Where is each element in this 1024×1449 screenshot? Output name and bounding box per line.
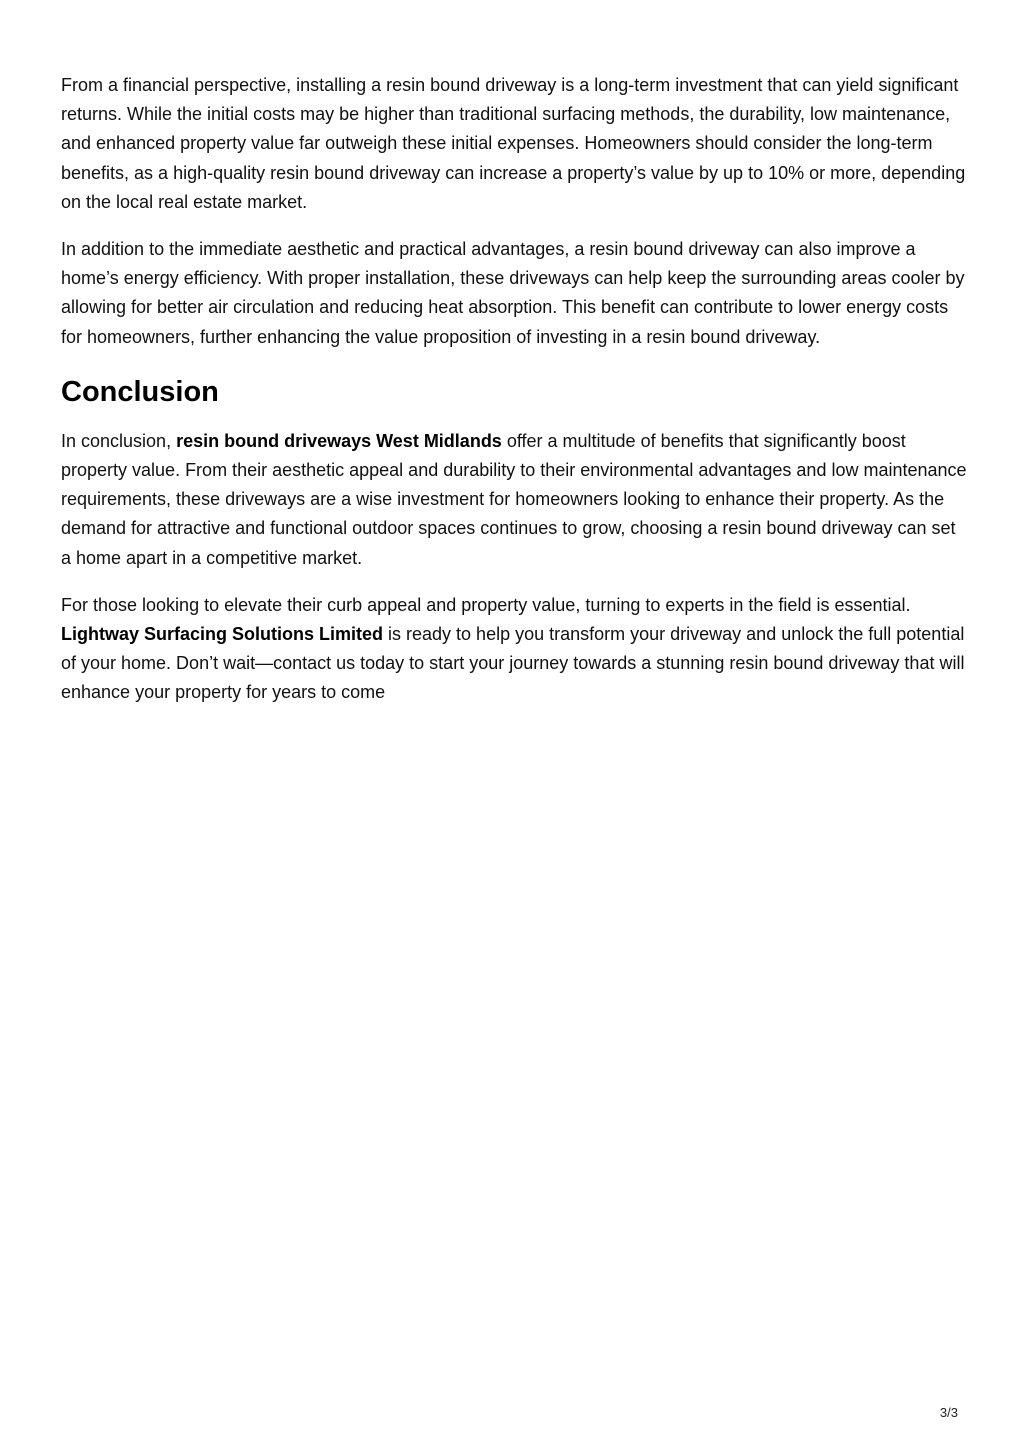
page-number: 3/3 xyxy=(939,1405,958,1420)
conclusion-p2-rest-text: is ready to help you transform your driveway and unlock the full potential of your home. Don’t wait—contact us today to start your journey towards a stunning resin bound driveway that will enhance your property for years to come xyxy=(61,624,965,703)
conclusion-p2-lead-text: For those looking to elevate their curb appeal and property value, turning to experts in the field is essential. xyxy=(61,594,911,615)
conclusion-paragraph-2 xyxy=(61,591,969,708)
conclusion-heading: Conclusion xyxy=(61,375,219,408)
document-body xyxy=(61,71,969,708)
energy-efficiency-paragraph: In addition to the immediate aesthetic and practical advantages, a resin bound driveway can also improve a home’s energy efficiency. With proper installation, these driveways can help keep the surrounding areas cooler by allowing for better air circulation and reducing heat absorption. This benefit can contribute to lower energy costs for homeowners, further enhancing the value proposition of investing in a resin bound driveway. xyxy=(61,239,965,347)
conclusion-p1-rest-text: offer a multitude of benefits that significantly boost property value. From their aesthetic appeal and durability to their environmental advantages and low maintenance requirements, these driveways are a wise investment for homeowners looking to enhance their property. As the demand for attractive and functional outdoor spaces continues to grow, choosing a resin bound driveway can set a home apart in a competitive market. xyxy=(61,430,967,568)
conclusion-p2-bold-company: Lightway Surfacing Solutions Limited xyxy=(61,624,384,645)
financial-paragraph: From a financial perspective, installing a resin bound driveway is a long-term investment that can yield significant returns. While the initial costs may be higher than traditional surfacing methods, the durability, low maintenance, and enhanced property value far outweigh these initial expenses. Homeowners should consider the long-term benefits, as a high-quality resin bound driveway can increase a property’s value by up to 10% or more, depending on the local real estate market. xyxy=(61,75,966,212)
conclusion-paragraph-1 xyxy=(61,427,969,573)
conclusion-p1-lead-text: In conclusion, xyxy=(61,430,177,451)
conclusion-p1-bold-keyword: resin bound driveways West Midlands xyxy=(176,430,502,451)
